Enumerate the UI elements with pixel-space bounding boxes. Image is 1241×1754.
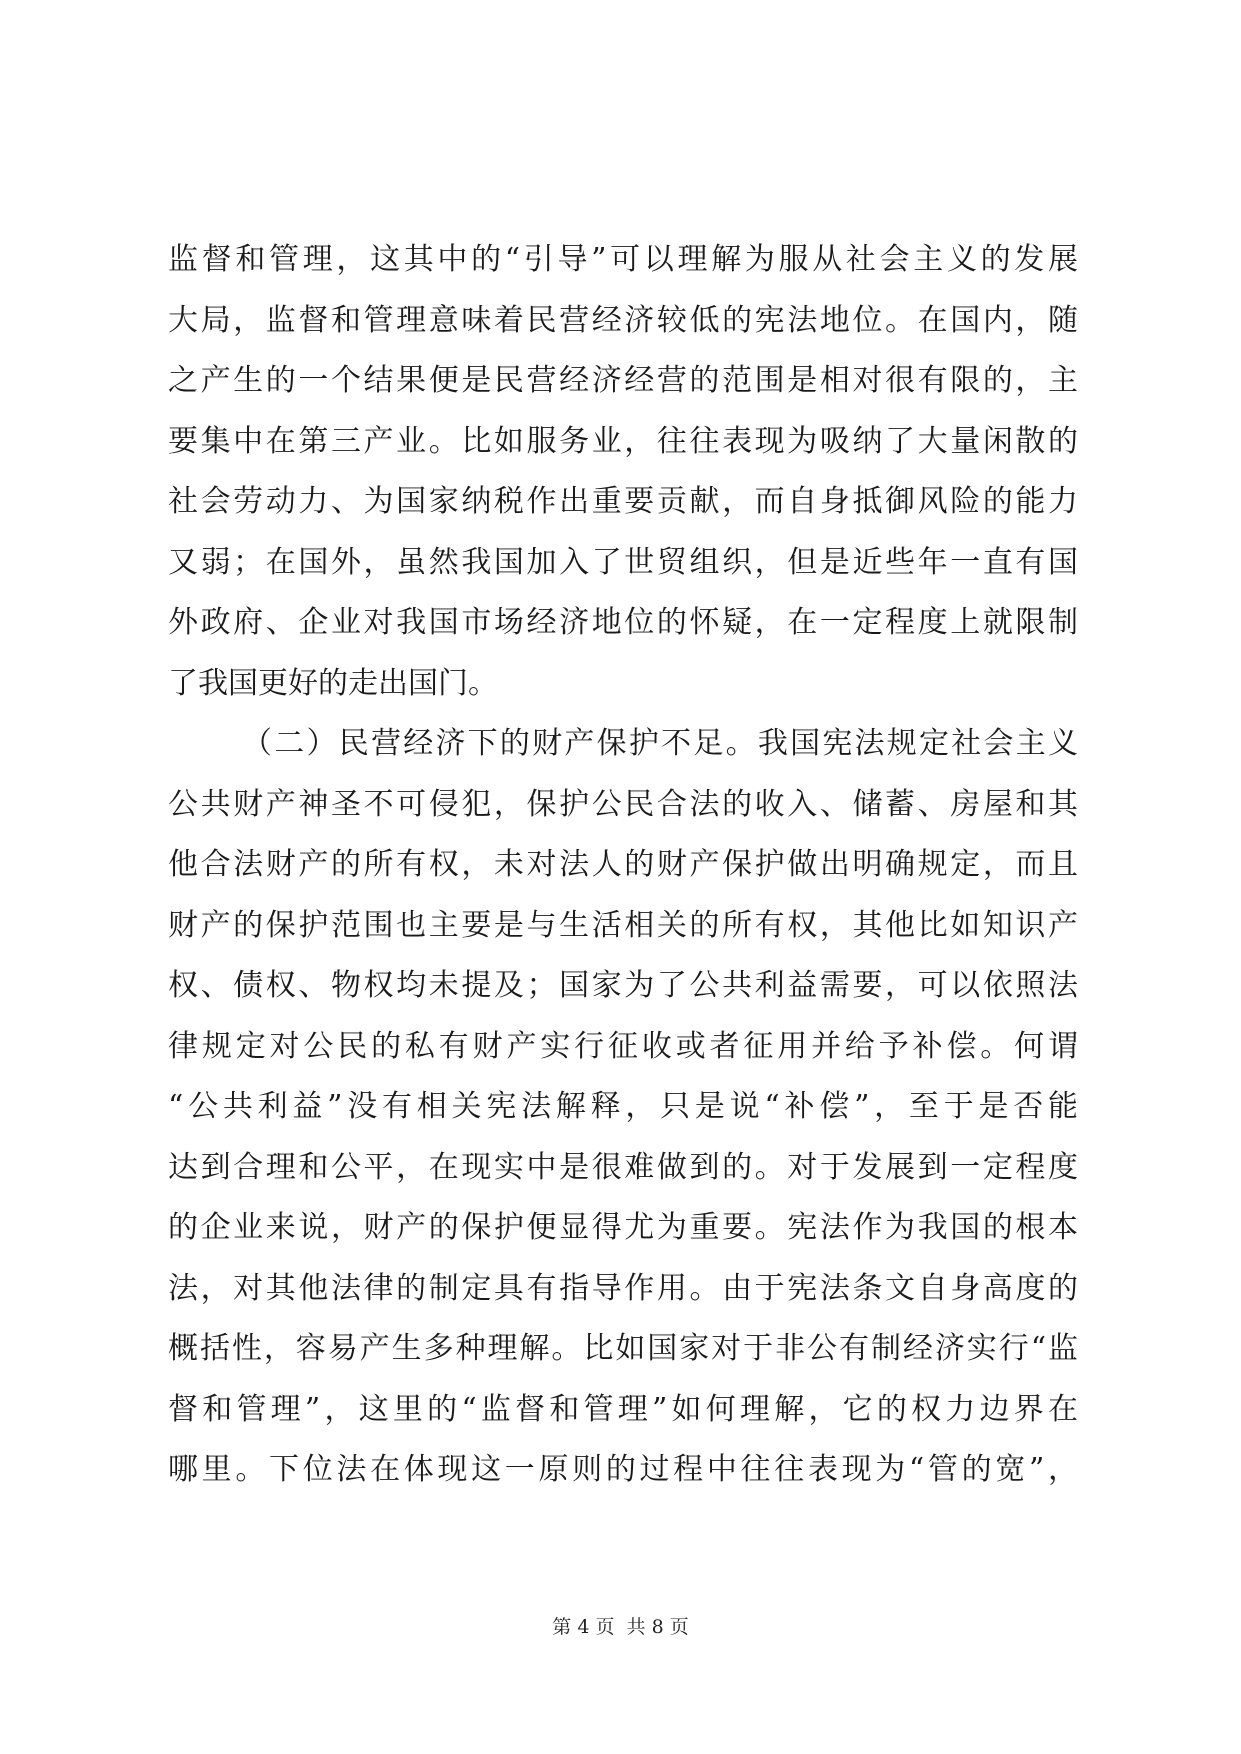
text-line: 监督和管理，这其中的“引导”可以理解为服从社会主义的发展 bbox=[168, 242, 1078, 277]
text-line: 社会劳动力、为国家纳税作出重要贡献，而自身抵御风险的能力 bbox=[168, 484, 1078, 519]
text-line: 概括性，容易产生多种理解。比如国家对于非公有制经济实行“监 bbox=[168, 1331, 1078, 1366]
text-line: 外政府、企业对我国市场经济地位的怀疑，在一定程度上就限制 bbox=[168, 605, 1078, 640]
text-line: 之产生的一个结果便是民营经济经营的范围是相对很有限的，主 bbox=[168, 363, 1078, 398]
page-number-label: 第 4 页 共 8 页 bbox=[552, 1616, 689, 1638]
text-line: 权、债权、物权均未提及；国家为了公共利益需要，可以依照法 bbox=[168, 968, 1078, 1003]
page-footer bbox=[0, 1612, 1241, 1639]
text-line: 达到合理和公平，在现实中是很难做到的。对于发展到一定程度 bbox=[168, 1149, 1078, 1185]
text-line: 哪里。下位法在体现这一原则的过程中往往表现为“管的宽”， bbox=[168, 1452, 1078, 1487]
document-body bbox=[168, 230, 1078, 1501]
text-line: 他合法财产的所有权，未对法人的财产保护做出明确规定，而且 bbox=[168, 847, 1078, 882]
text-line: 律规定对公民的私有财产实行征收或者征用并给予补偿。何谓 bbox=[168, 1028, 1078, 1064]
text-line: 财产的保护范围也主要是与生活相关的所有权，其他比如知识产 bbox=[168, 907, 1078, 943]
text-line: （二）民营经济下的财产保护不足。我国宪法规定社会主义 bbox=[242, 726, 1078, 761]
text-line: “公共利益”没有相关宪法解释，只是说“补偿”，至于是否能 bbox=[168, 1089, 1078, 1124]
text-line: 了我国更好的走出国门。 bbox=[168, 665, 498, 701]
text-line: 督和管理”，这里的“监督和管理”如何理解，它的权力边界在 bbox=[168, 1391, 1078, 1427]
text-line: 公共财产神圣不可侵犯，保护公民合法的收入、储蓄、房屋和其 bbox=[168, 786, 1078, 822]
paragraph bbox=[168, 714, 1078, 1501]
text-line: 的企业来说，财产的保护便显得尤为重要。宪法作为我国的根本 bbox=[168, 1210, 1078, 1245]
text-line: 大局，监督和管理意味着民营经济较低的宪法地位。在国内，随 bbox=[168, 302, 1078, 338]
text-line: 又弱；在国外，虽然我国加入了世贸组织，但是近些年一直有国 bbox=[168, 544, 1078, 580]
paragraph bbox=[168, 230, 1078, 714]
text-line: 要集中在第三产业。比如服务业，往往表现为吸纳了大量闲散的 bbox=[168, 423, 1078, 459]
text-line: 法，对其他法律的制定具有指导作用。由于宪法条文自身高度的 bbox=[168, 1270, 1078, 1306]
